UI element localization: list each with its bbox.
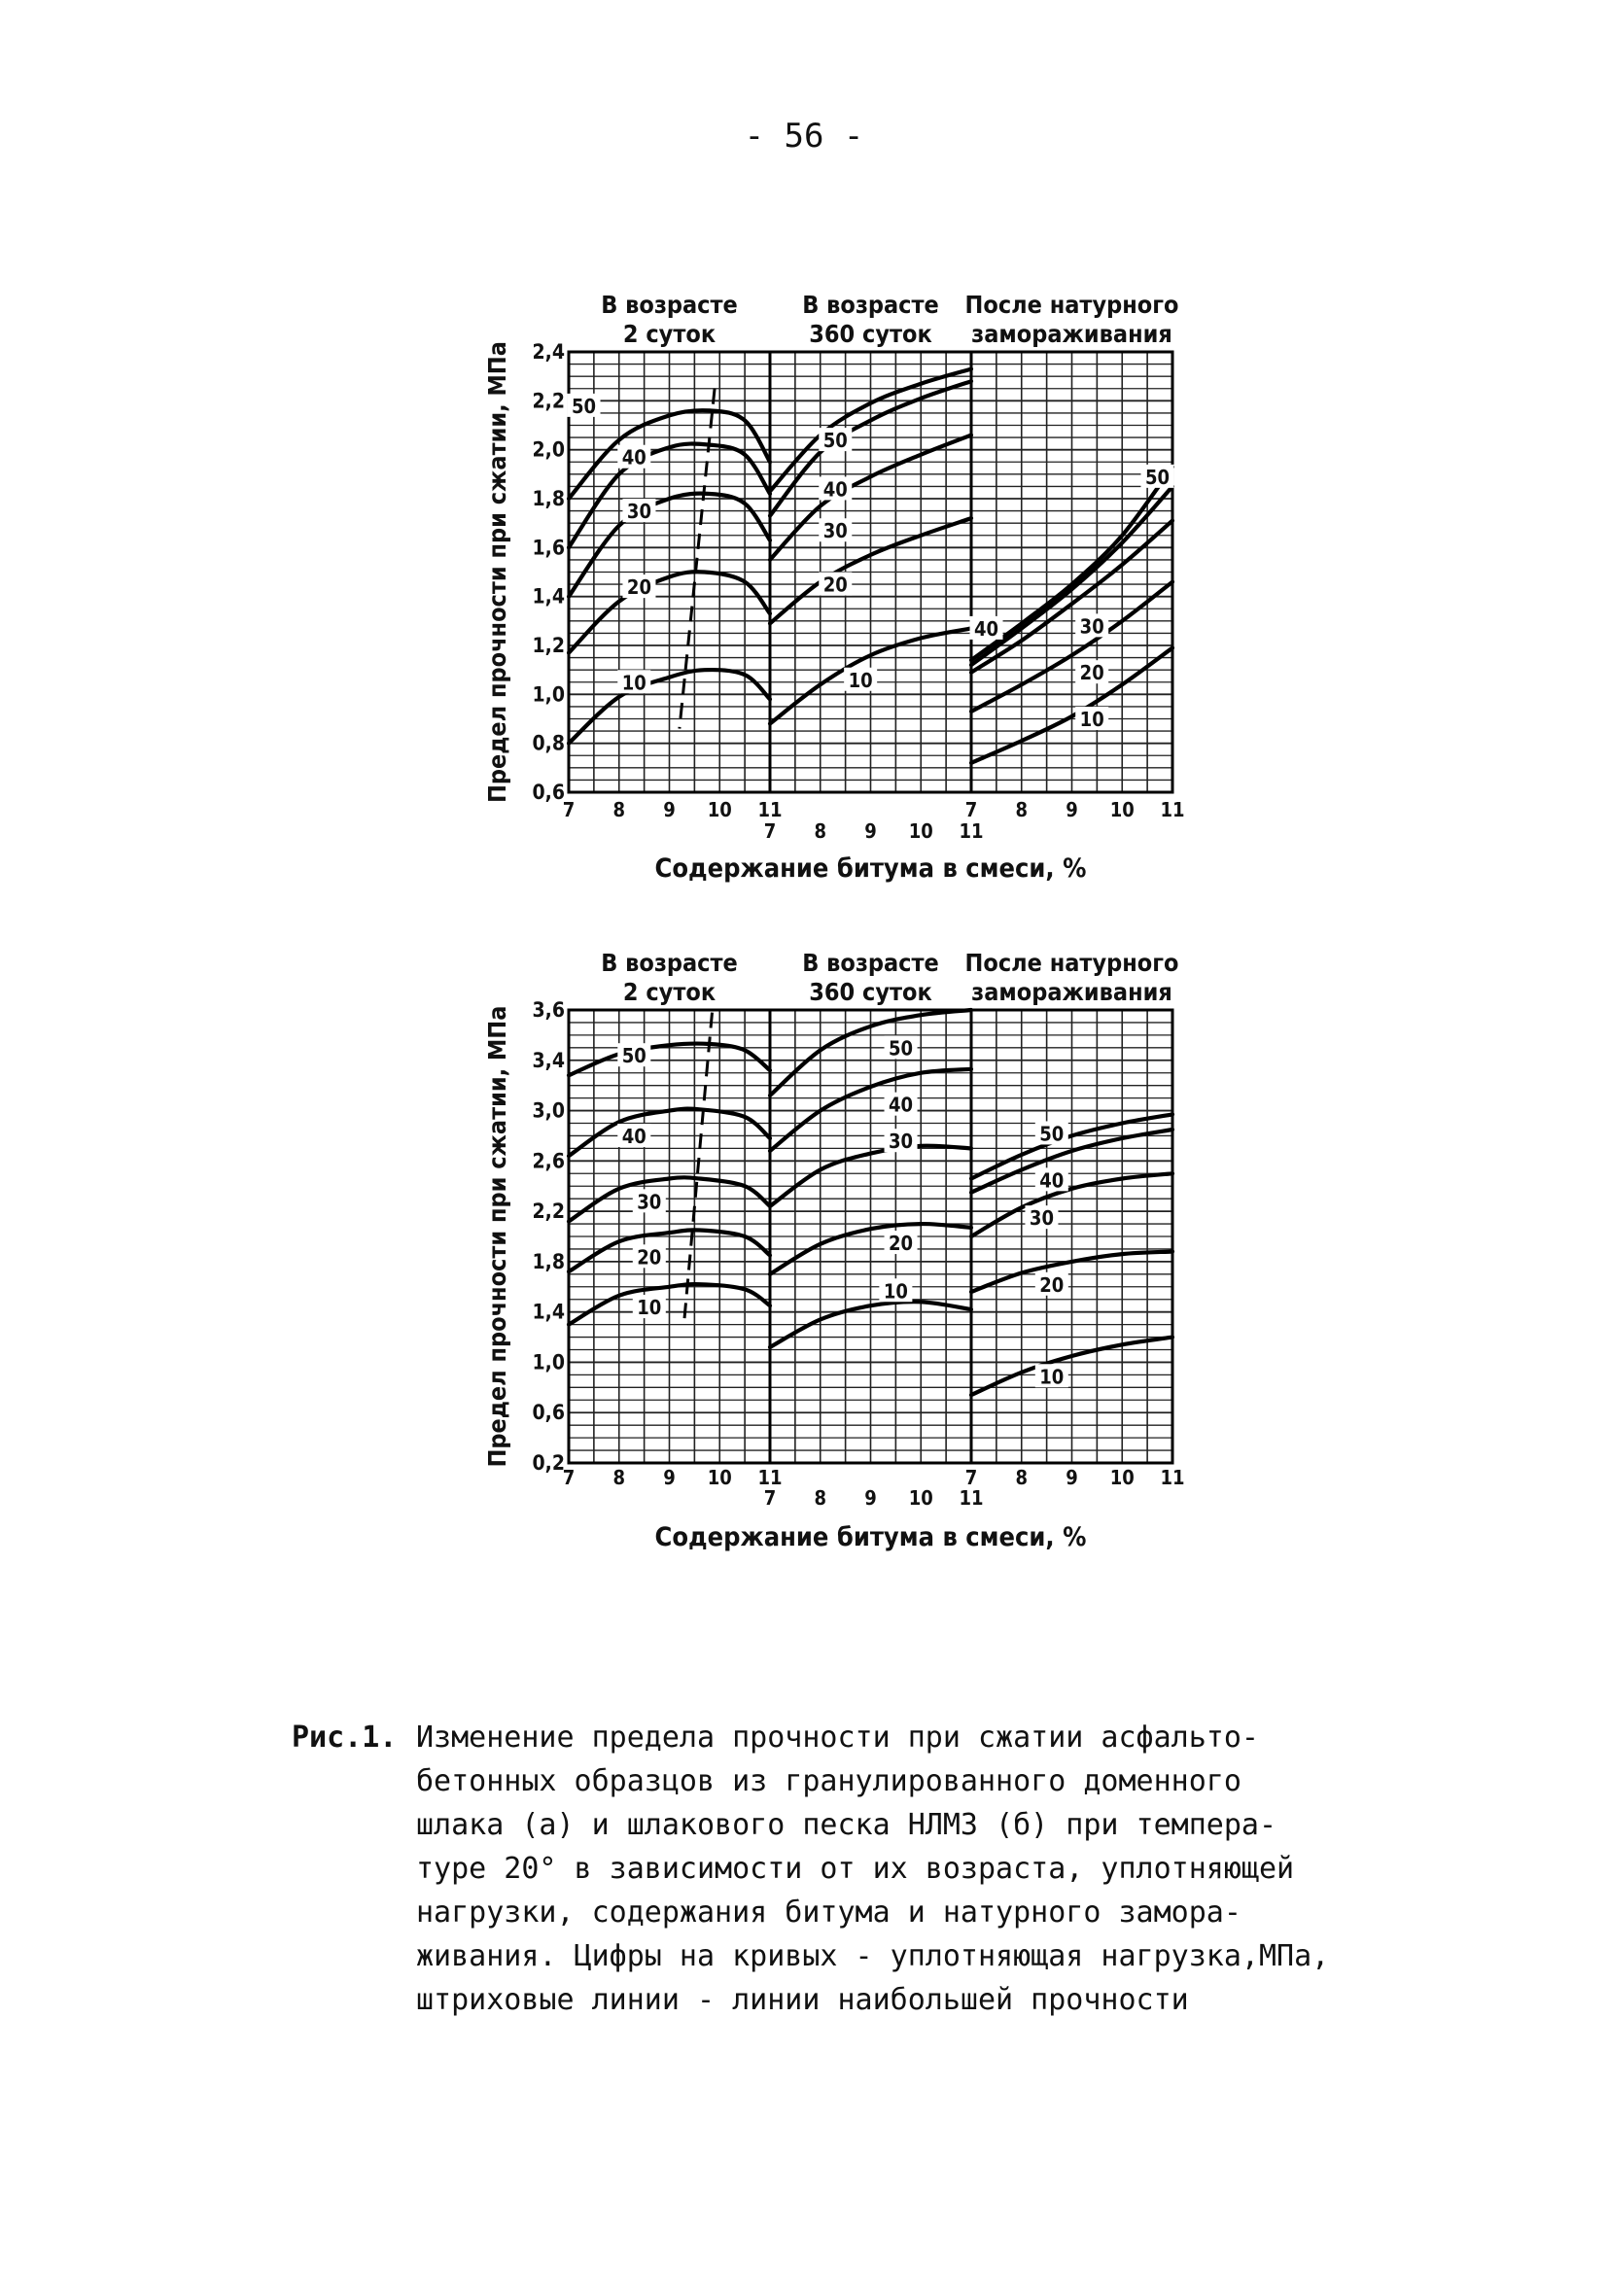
x-tick-label: 7 [964,1466,978,1489]
curve-label: 10 [637,1296,662,1320]
chart-panel [764,949,984,1510]
y-tick-label: 1,6 [532,536,565,560]
y-tick-label: 0,8 [532,731,565,755]
y-tick-label: 2,4 [532,340,565,364]
curve-label: 20 [1079,661,1104,685]
y-tick-label: 2,6 [532,1149,565,1173]
panel-title: После натурного [964,291,1179,319]
curve-label: 40 [621,445,647,470]
x-tick-label: 9 [864,1486,877,1510]
curve-label: 20 [1039,1272,1065,1297]
x-tick-label: 11 [1160,798,1185,821]
y-tick-label: 1,0 [532,682,565,707]
x-tick-label: 7 [562,798,576,821]
x-tick-label: 11 [959,1486,984,1510]
chart-panel [563,291,783,821]
y-tick-label: 3,0 [532,1098,565,1123]
x-tick-label: 8 [1015,798,1029,821]
y-tick-label: 2,0 [532,437,565,462]
panel-title: замораживания [971,978,1172,1006]
x-tick-label: 7 [964,798,978,821]
curve-label: 40 [621,1125,647,1149]
y-tick-label: 0,6 [532,1401,565,1425]
panel-title: 2 суток [622,978,717,1006]
dashed-max-line [684,1013,712,1319]
dashed-max-line [680,389,715,729]
figure-caption [292,1716,1410,2022]
curve-label: 30 [637,1190,662,1214]
panel-title: В возрасте [802,949,939,977]
curve-label: 10 [848,668,873,692]
y-tick-label: 0,2 [532,1451,565,1475]
chart-panel [563,949,783,1489]
chart-panel [764,291,984,843]
curve-label: 50 [1144,465,1170,489]
caption-line: туре 20° в зависимости от их возраста, уплотняющей [416,1852,1295,1886]
panel-title: В возрасте [601,949,738,977]
curve-label: 30 [822,519,848,543]
curve-label: 50 [822,429,848,453]
caption-line: нагрузки, содержания битума и натурного замора- [416,1896,1241,1930]
curve-label: 30 [1079,614,1104,639]
y-tick-label: 0,6 [532,781,565,804]
curve-label: 40 [822,477,848,502]
curve-label: 50 [889,1036,914,1061]
x-tick-label: 11 [959,819,984,843]
panel-title: 360 суток [809,978,932,1006]
y-tick-label: 1,4 [532,1300,565,1324]
x-tick-label: 8 [814,1486,827,1510]
panel-title: замораживания [971,320,1172,348]
caption-body [416,1716,1410,2022]
curve-label: 40 [974,616,999,641]
caption-line: шлака (а) и шлакового песка НЛМЗ (б) при темпера- [416,1808,1277,1842]
x-tick-label: 10 [1109,798,1135,821]
curve-label: 50 [572,394,597,418]
y-axis-label: Предел прочности при сжатии, МПа [483,1005,511,1468]
curve-label: 30 [1029,1206,1054,1231]
x-tick-label: 7 [562,1466,576,1489]
page-number: - 56 - [744,117,864,156]
curve-label: 10 [1079,708,1104,732]
y-tick-label: 3,6 [532,998,565,1022]
y-tick-label: 2,2 [532,1200,565,1224]
caption-line: штриховые линии - линии наибольшей прочности [416,1983,1189,2017]
caption-label: Рис.1. [292,1721,398,1755]
curve-label: 30 [889,1130,914,1154]
x-tick-label: 9 [1066,798,1078,821]
x-tick-label: 9 [663,798,676,821]
x-tick-label: 11 [757,798,783,821]
y-axis-label: Предел прочности при сжатии, МПа [483,341,511,803]
x-tick-label: 9 [1066,1466,1078,1489]
curve-label: 10 [621,671,647,695]
y-tick-label: 2,2 [532,389,565,413]
x-tick-label: 10 [908,1486,933,1510]
y-tick-label: 1,8 [532,1249,565,1273]
caption-line: Изменение предела прочности при сжатии асфальто- [416,1721,1259,1755]
chart-a [0,262,1608,894]
x-tick-label: 10 [707,798,732,821]
curve-label: 30 [626,500,651,524]
curve-label: 40 [889,1093,914,1117]
x-tick-label: 9 [663,1466,676,1489]
x-tick-label: 10 [707,1466,732,1489]
curve-label: 20 [626,575,651,600]
curve-label: 40 [1039,1168,1065,1193]
y-tick-label: 3,4 [532,1048,565,1072]
curve-label: 50 [621,1044,647,1068]
panel-title: После натурного [964,949,1179,977]
y-tick-label: 1,2 [532,634,565,657]
x-tick-label: 8 [1015,1466,1029,1489]
curve-label: 20 [637,1245,662,1270]
y-tick-label: 1,8 [532,487,565,510]
curve-label: 20 [822,573,848,597]
chart-panel [965,291,1185,821]
curve-label: 50 [1039,1122,1065,1146]
x-axis-label: Содержание битума в смеси, % [654,1522,1087,1552]
panel-title: В возрасте [601,291,738,319]
y-tick-label: 1,0 [532,1350,565,1374]
x-tick-label: 10 [1109,1466,1135,1489]
panel-title: В возрасте [802,291,939,319]
panel-title: 360 суток [809,320,932,348]
curve-label: 20 [889,1232,914,1256]
caption-line: живания. Цифры на кривых - уплотняющая нагрузка,МПа, [416,1939,1330,1973]
x-tick-label: 7 [763,819,777,843]
x-axis-label: Содержание битума в смеси, % [654,853,1087,884]
x-tick-label: 7 [763,1486,777,1510]
x-tick-label: 8 [612,1466,626,1489]
y-tick-label: 1,4 [532,584,565,609]
chart-panel [965,949,1185,1489]
x-tick-label: 8 [612,798,626,821]
panel-title: 2 суток [622,320,717,348]
caption-line: бетонных образцов из гранулированного доменного [416,1764,1241,1798]
curve-label: 10 [1039,1365,1065,1389]
x-tick-label: 8 [814,819,827,843]
x-tick-label: 11 [757,1466,783,1489]
chart-b [0,923,1608,1584]
curve-label: 10 [883,1279,908,1304]
x-tick-label: 11 [1160,1466,1185,1489]
x-tick-label: 10 [908,819,933,843]
x-tick-label: 9 [864,819,877,843]
